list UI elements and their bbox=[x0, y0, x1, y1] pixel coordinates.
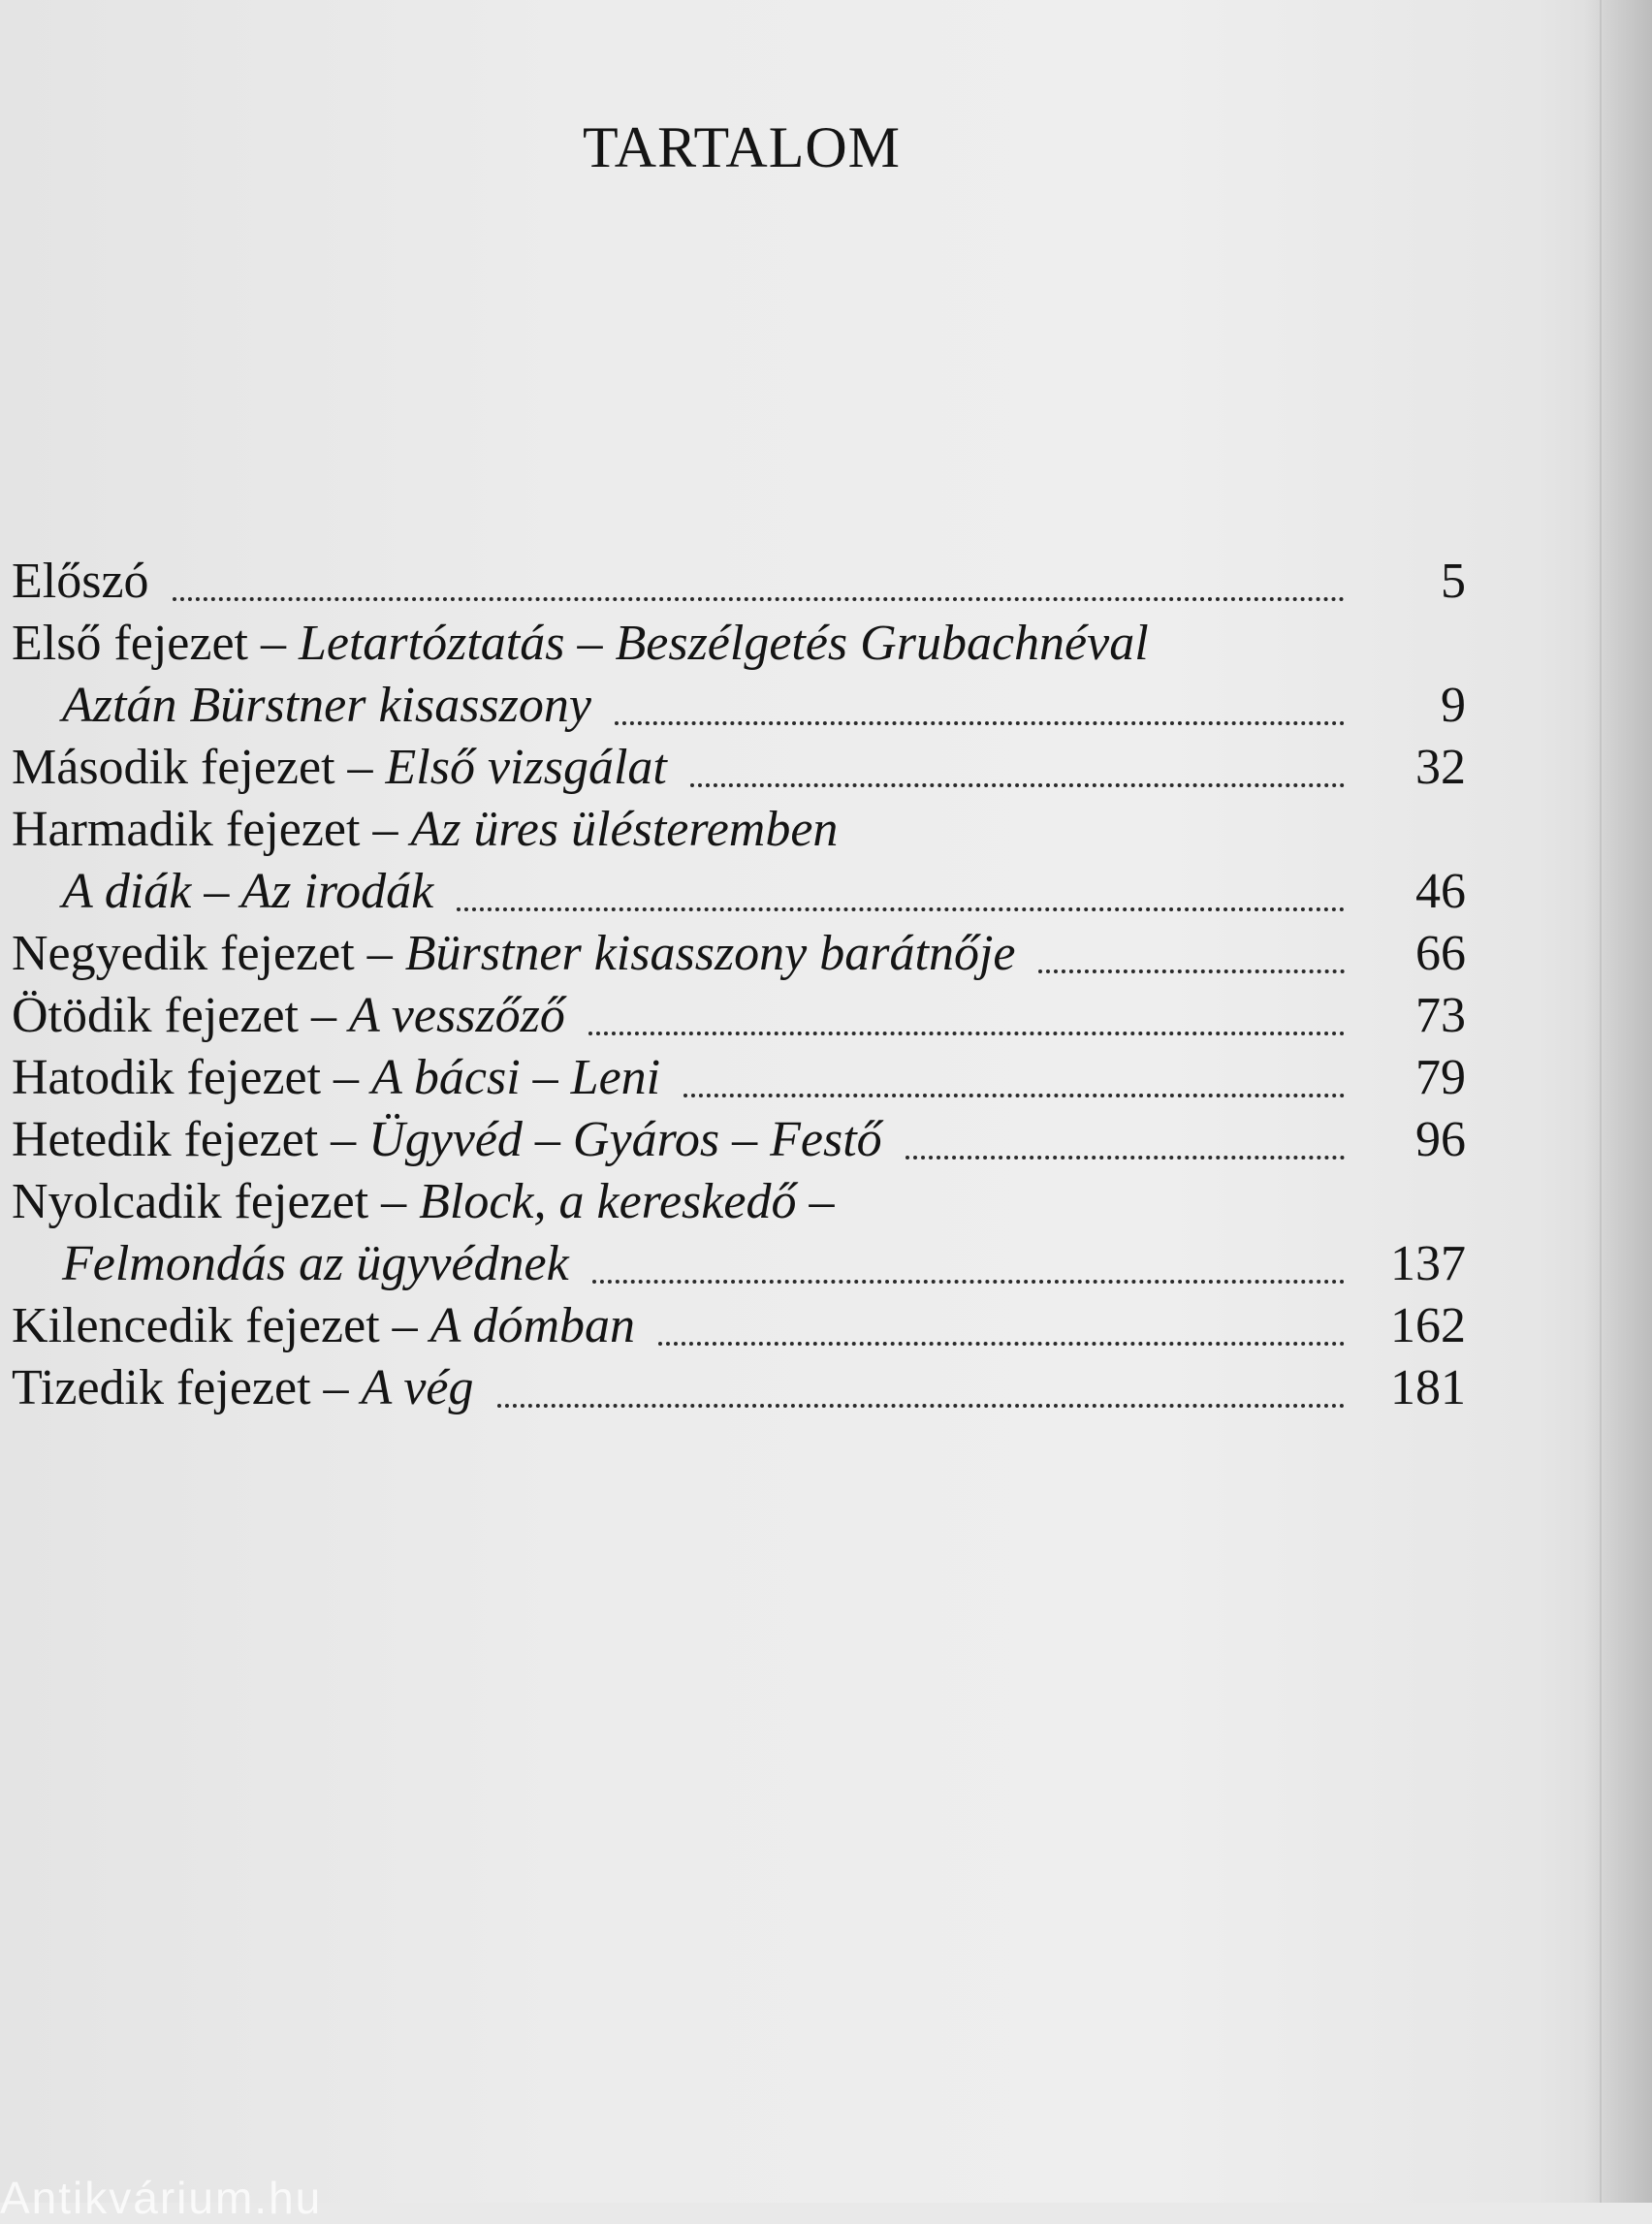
toc-entry-title bbox=[12, 1233, 569, 1295]
toc-chapter-subtitle: A diák – Az irodák bbox=[62, 864, 434, 919]
toc-entry-title bbox=[12, 985, 565, 1047]
dot-leader bbox=[905, 1097, 1345, 1160]
toc-chapter-subtitle: Ügyvéd – Gyáros – Festő bbox=[368, 1112, 882, 1167]
toc-entry-title bbox=[12, 675, 591, 737]
toc-page-number: 96 bbox=[1415, 1112, 1466, 1167]
toc-chapter-subtitle: Aztán Bürstner kisasszony bbox=[62, 678, 591, 733]
toc-entry bbox=[12, 1109, 1466, 1171]
toc-chapter-label: Kilencedik fejezet – bbox=[12, 1298, 430, 1353]
toc-entry-title bbox=[12, 1109, 882, 1171]
dot-leader bbox=[592, 1222, 1345, 1284]
toc-chapter-subtitle: A vesszőző bbox=[348, 988, 565, 1043]
toc-chapter-subtitle: A vég bbox=[361, 1360, 474, 1415]
toc-chapter-label: Tizedik fejezet – bbox=[12, 1360, 362, 1415]
toc-page-number: 137 bbox=[1390, 1236, 1466, 1291]
toc-chapter-label: Ötödik fejezet – bbox=[12, 988, 349, 1043]
toc-chapter-label: Hatodik fejezet – bbox=[12, 1050, 372, 1105]
toc-entry-title bbox=[12, 551, 149, 613]
toc-entry bbox=[12, 551, 1466, 613]
dot-leader bbox=[658, 1284, 1345, 1346]
page-title: TARTALOM bbox=[582, 115, 902, 179]
toc-page-number: 66 bbox=[1415, 926, 1466, 981]
toc-page-number: 162 bbox=[1390, 1298, 1466, 1353]
table-of-contents bbox=[12, 551, 1466, 1419]
toc-entry-title bbox=[12, 737, 667, 799]
toc-entry-title bbox=[12, 1047, 660, 1109]
toc-chapter-label: Hetedik fejezet – bbox=[12, 1112, 369, 1167]
toc-chapter-subtitle: Első vizsgálat bbox=[385, 740, 667, 795]
dot-leader bbox=[615, 663, 1345, 725]
dot-leader bbox=[497, 1346, 1345, 1408]
toc-chapter-label: Negyedik fejezet – bbox=[12, 926, 405, 981]
toc-chapter-subtitle: Letartóztatás – Beszélgetés Grubachnéval bbox=[298, 616, 1149, 671]
page-edge-shadow bbox=[1584, 0, 1652, 2203]
toc-page-number: 46 bbox=[1415, 864, 1466, 919]
toc-chapter-label: Első fejezet – bbox=[12, 616, 299, 671]
toc-chapter-subtitle: Felmondás az ügyvédnek bbox=[62, 1236, 569, 1291]
dot-leader bbox=[588, 973, 1345, 1035]
toc-chapter-label: Előszó bbox=[12, 554, 149, 609]
toc-chapter-subtitle: Block, a kereskedő – bbox=[419, 1174, 835, 1229]
toc-chapter-subtitle: A dómban bbox=[429, 1298, 636, 1353]
toc-chapter-label: Harmadik fejezet – bbox=[12, 802, 411, 857]
toc-entry-title bbox=[12, 1357, 474, 1419]
toc-page-number: 79 bbox=[1415, 1050, 1466, 1105]
toc-chapter-subtitle: A bácsi – Leni bbox=[371, 1050, 661, 1105]
toc-page-number: 181 bbox=[1390, 1360, 1466, 1415]
toc-chapter-subtitle: Bürstner kisasszony barátnője bbox=[404, 926, 1016, 981]
toc-page-number: 9 bbox=[1441, 678, 1466, 733]
toc-page-number: 73 bbox=[1415, 988, 1466, 1043]
toc-entry bbox=[12, 1357, 1466, 1419]
dot-leader bbox=[1038, 911, 1345, 973]
dot-leader bbox=[173, 539, 1345, 601]
toc-chapter-label: Nyolcadik fejezet – bbox=[12, 1174, 420, 1229]
dot-leader bbox=[457, 849, 1345, 911]
dot-leader bbox=[683, 1035, 1345, 1097]
toc-page-number: 32 bbox=[1415, 740, 1466, 795]
toc-chapter-label: Második fejezet – bbox=[12, 740, 386, 795]
toc-entry-title bbox=[12, 861, 433, 923]
dot-leader bbox=[690, 725, 1345, 787]
toc-page-number: 5 bbox=[1441, 554, 1466, 609]
toc-entry bbox=[12, 737, 1466, 799]
watermark: Antikvárium.hu bbox=[0, 2173, 323, 2223]
toc-chapter-subtitle: Az üres ülésteremben bbox=[410, 802, 839, 857]
